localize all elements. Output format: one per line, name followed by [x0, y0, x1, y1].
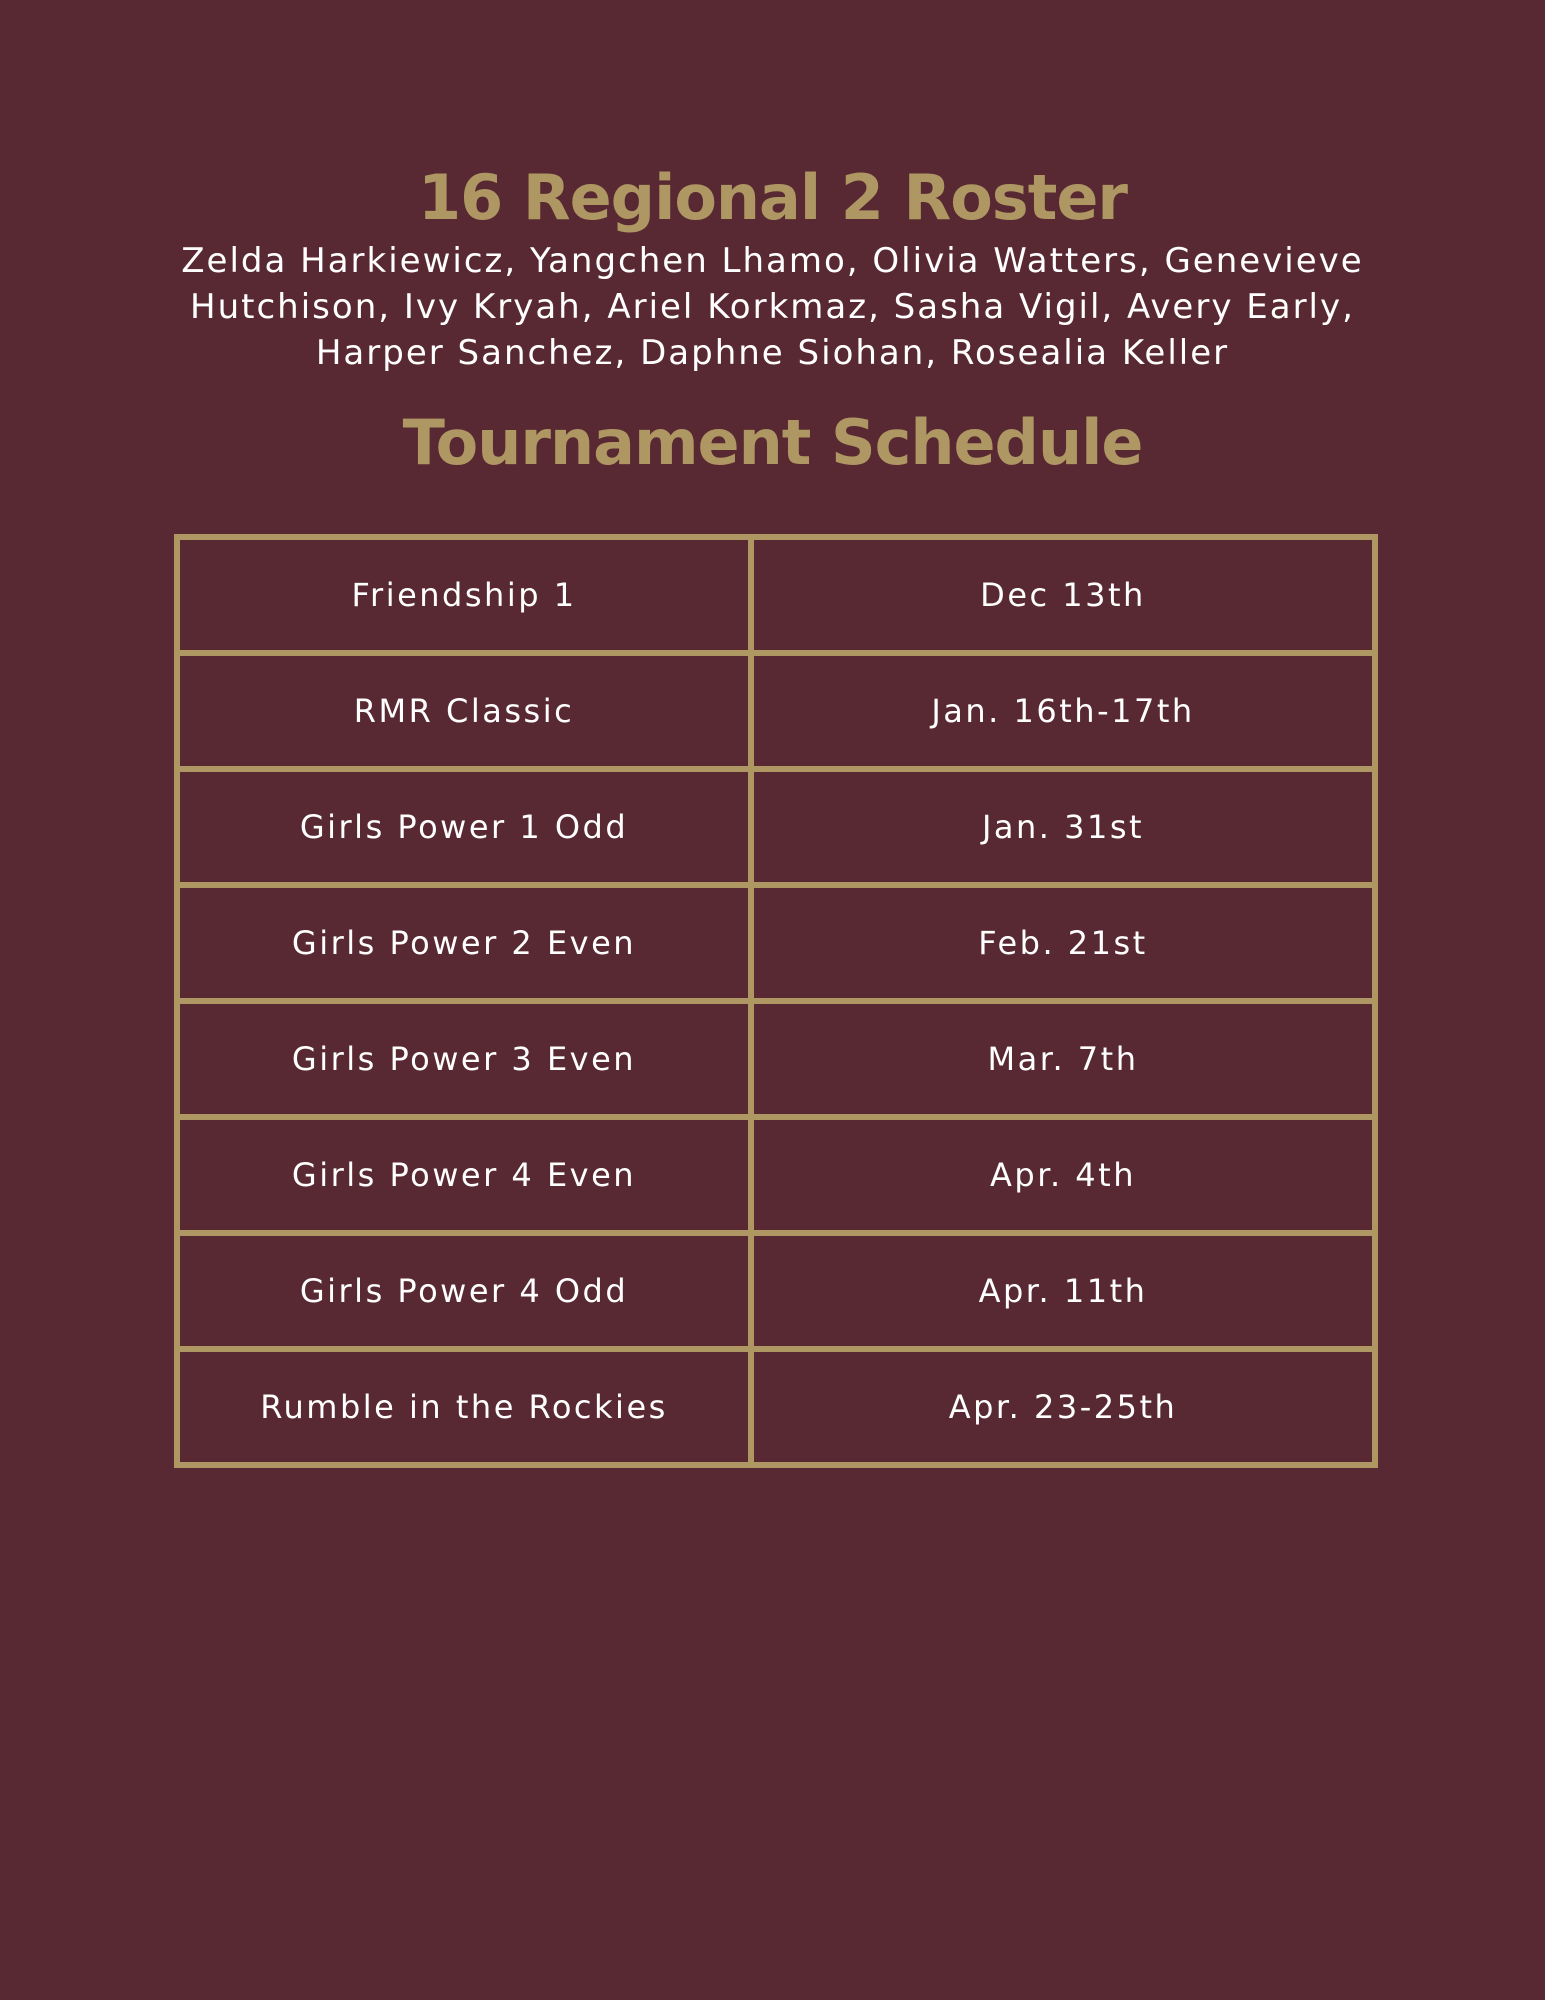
- schedule-title: Tournament Schedule: [402, 406, 1143, 479]
- event-date-cell: Dec 13th: [751, 537, 1375, 653]
- schedule-row: [177, 1117, 1375, 1233]
- event-name-cell: Girls Power 2 Even: [177, 885, 751, 1001]
- event-name-cell: Girls Power 1 Odd: [177, 769, 751, 885]
- event-date-cell: Mar. 7th: [751, 1001, 1375, 1117]
- event-date-cell: Jan. 16th-17th: [751, 653, 1375, 769]
- event-name-cell: RMR Classic: [177, 653, 751, 769]
- event-name-cell: Rumble in the Rockies: [177, 1349, 751, 1465]
- event-date-cell: Apr. 4th: [751, 1117, 1375, 1233]
- schedule-row: [177, 1349, 1375, 1465]
- schedule-table: [174, 534, 1378, 1468]
- roster-player-list: Zelda Harkiewicz, Yangchen Lhamo, Olivia Watters, Genevieve Hutchison, Ivy Kryah, Ariel Korkmaz, Sasha Vigil, Avery Early, Harper Sanchez, Daphne Siohan, Rosealia Keller: [181, 241, 1364, 373]
- event-name-cell: Girls Power 3 Even: [177, 1001, 751, 1117]
- event-date-cell: Jan. 31st: [751, 769, 1375, 885]
- event-date-cell: Apr. 23-25th: [751, 1349, 1375, 1465]
- event-name-cell: Friendship 1: [177, 537, 751, 653]
- schedule-row: [177, 769, 1375, 885]
- event-name-cell: Girls Power 4 Odd: [177, 1233, 751, 1349]
- schedule-row: [177, 653, 1375, 769]
- roster-title: 16 Regional 2 Roster: [418, 161, 1127, 234]
- event-date-cell: Apr. 11th: [751, 1233, 1375, 1349]
- event-name-cell: Girls Power 4 Even: [177, 1117, 751, 1233]
- schedule-row: [177, 885, 1375, 1001]
- schedule-row: [177, 1001, 1375, 1117]
- schedule-row: [177, 537, 1375, 653]
- schedule-row: [177, 1233, 1375, 1349]
- event-date-cell: Feb. 21st: [751, 885, 1375, 1001]
